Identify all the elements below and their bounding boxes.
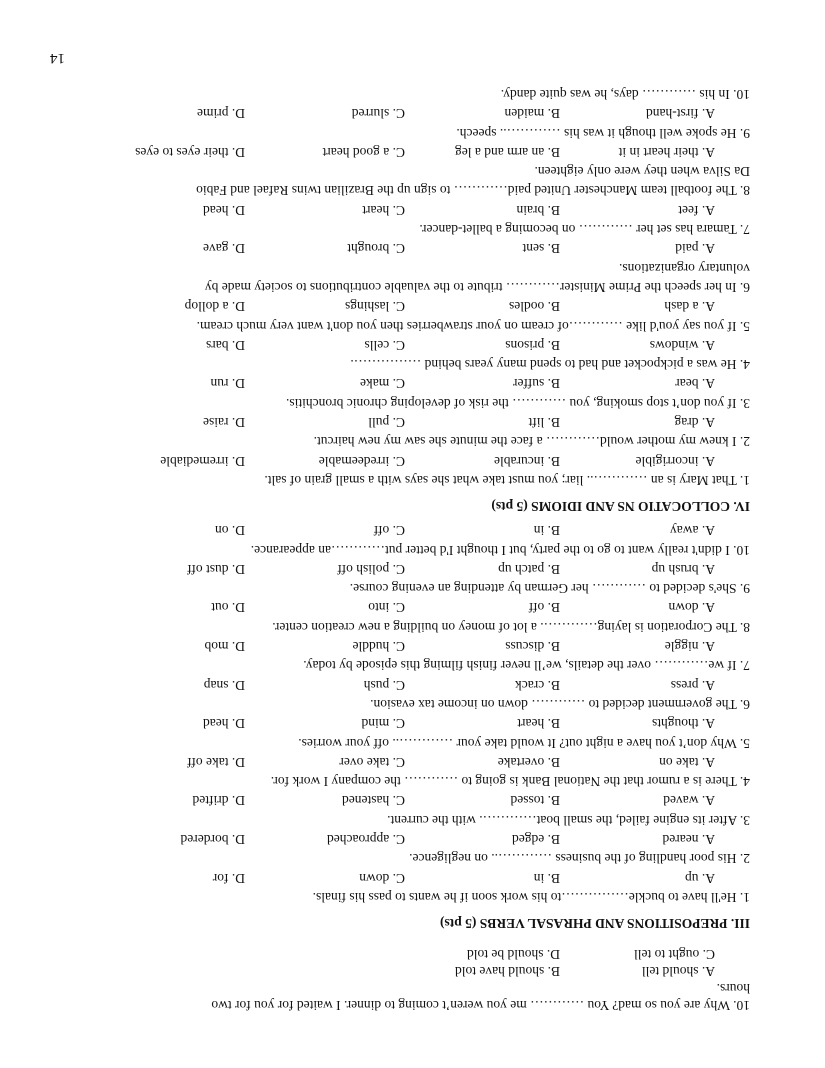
option-d: D. bordered bbox=[180, 832, 245, 848]
question-text-continuation: voluntary organizations. bbox=[619, 260, 750, 276]
option-b: B. oodles bbox=[508, 299, 560, 315]
option-d: D. bars bbox=[206, 337, 245, 353]
option-a: A. thoughts bbox=[651, 716, 715, 732]
option-c: C. heart bbox=[362, 202, 405, 218]
option-a: A. take on bbox=[659, 754, 715, 770]
question-text: 5. If you say you'd like …………of cream on your strawberries then you don't want very much cream. bbox=[196, 318, 750, 334]
question-text: 1. That Mary is an ………….. liar; you must take what she says with a small grain of salt. bbox=[264, 473, 750, 488]
option-c: C. huddle bbox=[352, 639, 405, 655]
option-a: A. windows bbox=[649, 337, 715, 353]
question-text: 8. The Corporation is laying…………. a lot of money on building a new creation center. bbox=[272, 619, 750, 635]
option-a: A. up bbox=[685, 870, 715, 886]
option-c: C. a good heart bbox=[322, 144, 405, 160]
option-b: B. incurable bbox=[494, 453, 560, 469]
option-b: B. in bbox=[533, 870, 560, 886]
question-text: 6. The government decided to ………… down on income tax evasion. bbox=[370, 697, 750, 712]
option-b: B. heart bbox=[517, 716, 560, 732]
question-text: 10. I didn't really want to go to the party, but I thought I'd better put…………an appearance. bbox=[250, 542, 750, 558]
option-d: D. irremediable bbox=[160, 453, 245, 469]
option-a: A. incorrigible bbox=[635, 453, 715, 469]
question-text: 1. He'll have to buckle……………to his work soon if he wants to pass his finals. bbox=[312, 890, 750, 905]
option-a: A. feet bbox=[678, 202, 715, 218]
option-b: B. patch up bbox=[498, 561, 560, 577]
option-b: B. sent bbox=[522, 241, 560, 257]
option-a: A. first-hand bbox=[646, 106, 715, 122]
option-a: A. neared bbox=[662, 832, 715, 848]
question-text: 9. He spoke well though it was his ………….. speech. bbox=[456, 125, 750, 141]
option-b: B. lift bbox=[528, 415, 560, 431]
option-c: C. down bbox=[359, 870, 405, 886]
option-b: B. brain bbox=[516, 202, 560, 218]
option-b: B. off bbox=[528, 600, 560, 616]
option-b: B. crack bbox=[515, 677, 560, 693]
option-b: B. edged bbox=[512, 832, 560, 848]
option-d: D. snap bbox=[203, 677, 245, 693]
section-heading-prepositions: III. PREPOSITIONS AND PHRASAL VERBS (5 pts) bbox=[440, 916, 750, 931]
option-c: C. pull bbox=[368, 415, 405, 431]
option-b: B. prisons bbox=[505, 337, 560, 353]
option-a: A. should tell bbox=[641, 964, 715, 979]
question-text: 2. I knew my mother would………… a face the minute she saw my new haircut. bbox=[313, 434, 750, 450]
option-c: C. polish off bbox=[337, 561, 405, 577]
option-a: A. down bbox=[668, 600, 715, 616]
question-text: 3. If you don’t stop smoking, you ………… the risk of developing chronic bronchitis. bbox=[286, 395, 750, 411]
question-10-text: 10. Why are you so mad? You ………… me you weren’t coming to dinner. I waited for you for two bbox=[211, 998, 750, 1013]
option-b: B. in bbox=[533, 523, 560, 539]
option-b: B. an arm and a leg bbox=[455, 144, 560, 160]
question-text: 4. He was a pickpocket and had to spend many years behind ……………. bbox=[350, 357, 750, 373]
option-c: C. approached bbox=[327, 832, 405, 848]
option-a: A. drag bbox=[674, 415, 715, 431]
option-c: C. hastened bbox=[342, 793, 405, 809]
option-d: D. take off bbox=[187, 754, 245, 770]
option-d: D. should be told bbox=[467, 947, 560, 962]
option-b: B. discuss bbox=[505, 639, 560, 655]
option-d: D. a dollop bbox=[184, 299, 245, 315]
option-c: C. mind bbox=[361, 716, 405, 732]
option-a: A. waved bbox=[663, 793, 715, 809]
option-d: D. head bbox=[203, 716, 245, 732]
option-a: A. press bbox=[670, 677, 715, 693]
option-d: D. for bbox=[212, 870, 245, 886]
option-c: C. into bbox=[368, 600, 405, 616]
question-text: 8. The football team Manchester United paid………… to sign up the Brazilian twins Rafael and Fabio bbox=[196, 183, 750, 199]
option-a: A. niggle bbox=[664, 639, 715, 655]
page-number: 14 bbox=[50, 50, 65, 66]
option-a: A. a dash bbox=[664, 299, 715, 315]
option-d: D. run bbox=[210, 376, 245, 392]
option-c: C. cells bbox=[364, 337, 405, 353]
option-a: A. away bbox=[670, 523, 715, 539]
option-a: A. bear bbox=[675, 376, 715, 392]
option-a: A. their heart in it bbox=[618, 144, 715, 160]
option-c: C. off bbox=[373, 523, 405, 539]
question-text: 4. There is a rumor that the National Bank is going to ………… the company I work for. bbox=[270, 774, 750, 790]
question-text: 10. In his ………… days, he was quite dandy. bbox=[500, 87, 750, 102]
question-text: 6. In her speech the Prime Minister………… tribute to the valuable contributions to society made by bbox=[204, 280, 750, 295]
option-a: A. paid bbox=[675, 241, 715, 257]
question-text: 2. His poor handling of the business ………….. on negligence. bbox=[409, 851, 750, 867]
option-a: A. brush up bbox=[651, 561, 715, 577]
option-d: D. dust off bbox=[187, 561, 245, 577]
option-c: C. lashings bbox=[344, 299, 405, 315]
question-text: 7. Tamara has set her ………… on becoming a ballet-dancer. bbox=[419, 222, 750, 238]
option-d: D. gave bbox=[203, 241, 245, 257]
option-b: B. suffer bbox=[513, 376, 560, 392]
question-text: 7. If we………… over the details, we’ll never finish filming this episode by today. bbox=[303, 658, 750, 674]
option-d: D. on bbox=[215, 523, 245, 539]
question-text: 3. After its engine failed, the small boat…………. with the current. bbox=[387, 812, 750, 828]
option-c: C. irredeemable bbox=[318, 453, 405, 469]
question-text: 5. Why don’t you have a night out? It would take your ………….. off your worries. bbox=[298, 735, 750, 751]
option-d: D. head bbox=[203, 202, 245, 218]
option-b: B. tossed bbox=[510, 793, 560, 809]
option-c: C. ought to tell bbox=[634, 947, 715, 962]
question-text: 9. She's decided to ………… her German by attending an evening course. bbox=[349, 581, 750, 597]
option-b: B. should have told bbox=[455, 964, 560, 979]
option-c: C. take over bbox=[339, 754, 405, 770]
option-c: C. brought bbox=[347, 241, 405, 257]
option-d: D. mob bbox=[204, 639, 245, 655]
section-heading-collocations: IV. COLLOCATIO NS AND IDIOMS (5 pts) bbox=[491, 499, 750, 514]
option-d: D. out bbox=[211, 600, 245, 616]
option-d: D. raise bbox=[203, 415, 245, 431]
option-d: D. their eyes to eyes bbox=[135, 144, 245, 160]
option-b: B. maiden bbox=[504, 106, 560, 122]
option-b: B. overtake bbox=[497, 754, 560, 770]
option-d: D. drifted bbox=[192, 793, 245, 809]
option-c: C. slurred bbox=[351, 106, 405, 122]
option-d: D. prime bbox=[197, 106, 245, 122]
option-c: C. make bbox=[360, 376, 405, 392]
question-text-continuation: Da Silva when they were only eighteen. bbox=[534, 164, 750, 180]
question-10-continuation: hours. bbox=[716, 981, 750, 996]
option-c: C. push bbox=[363, 677, 405, 693]
